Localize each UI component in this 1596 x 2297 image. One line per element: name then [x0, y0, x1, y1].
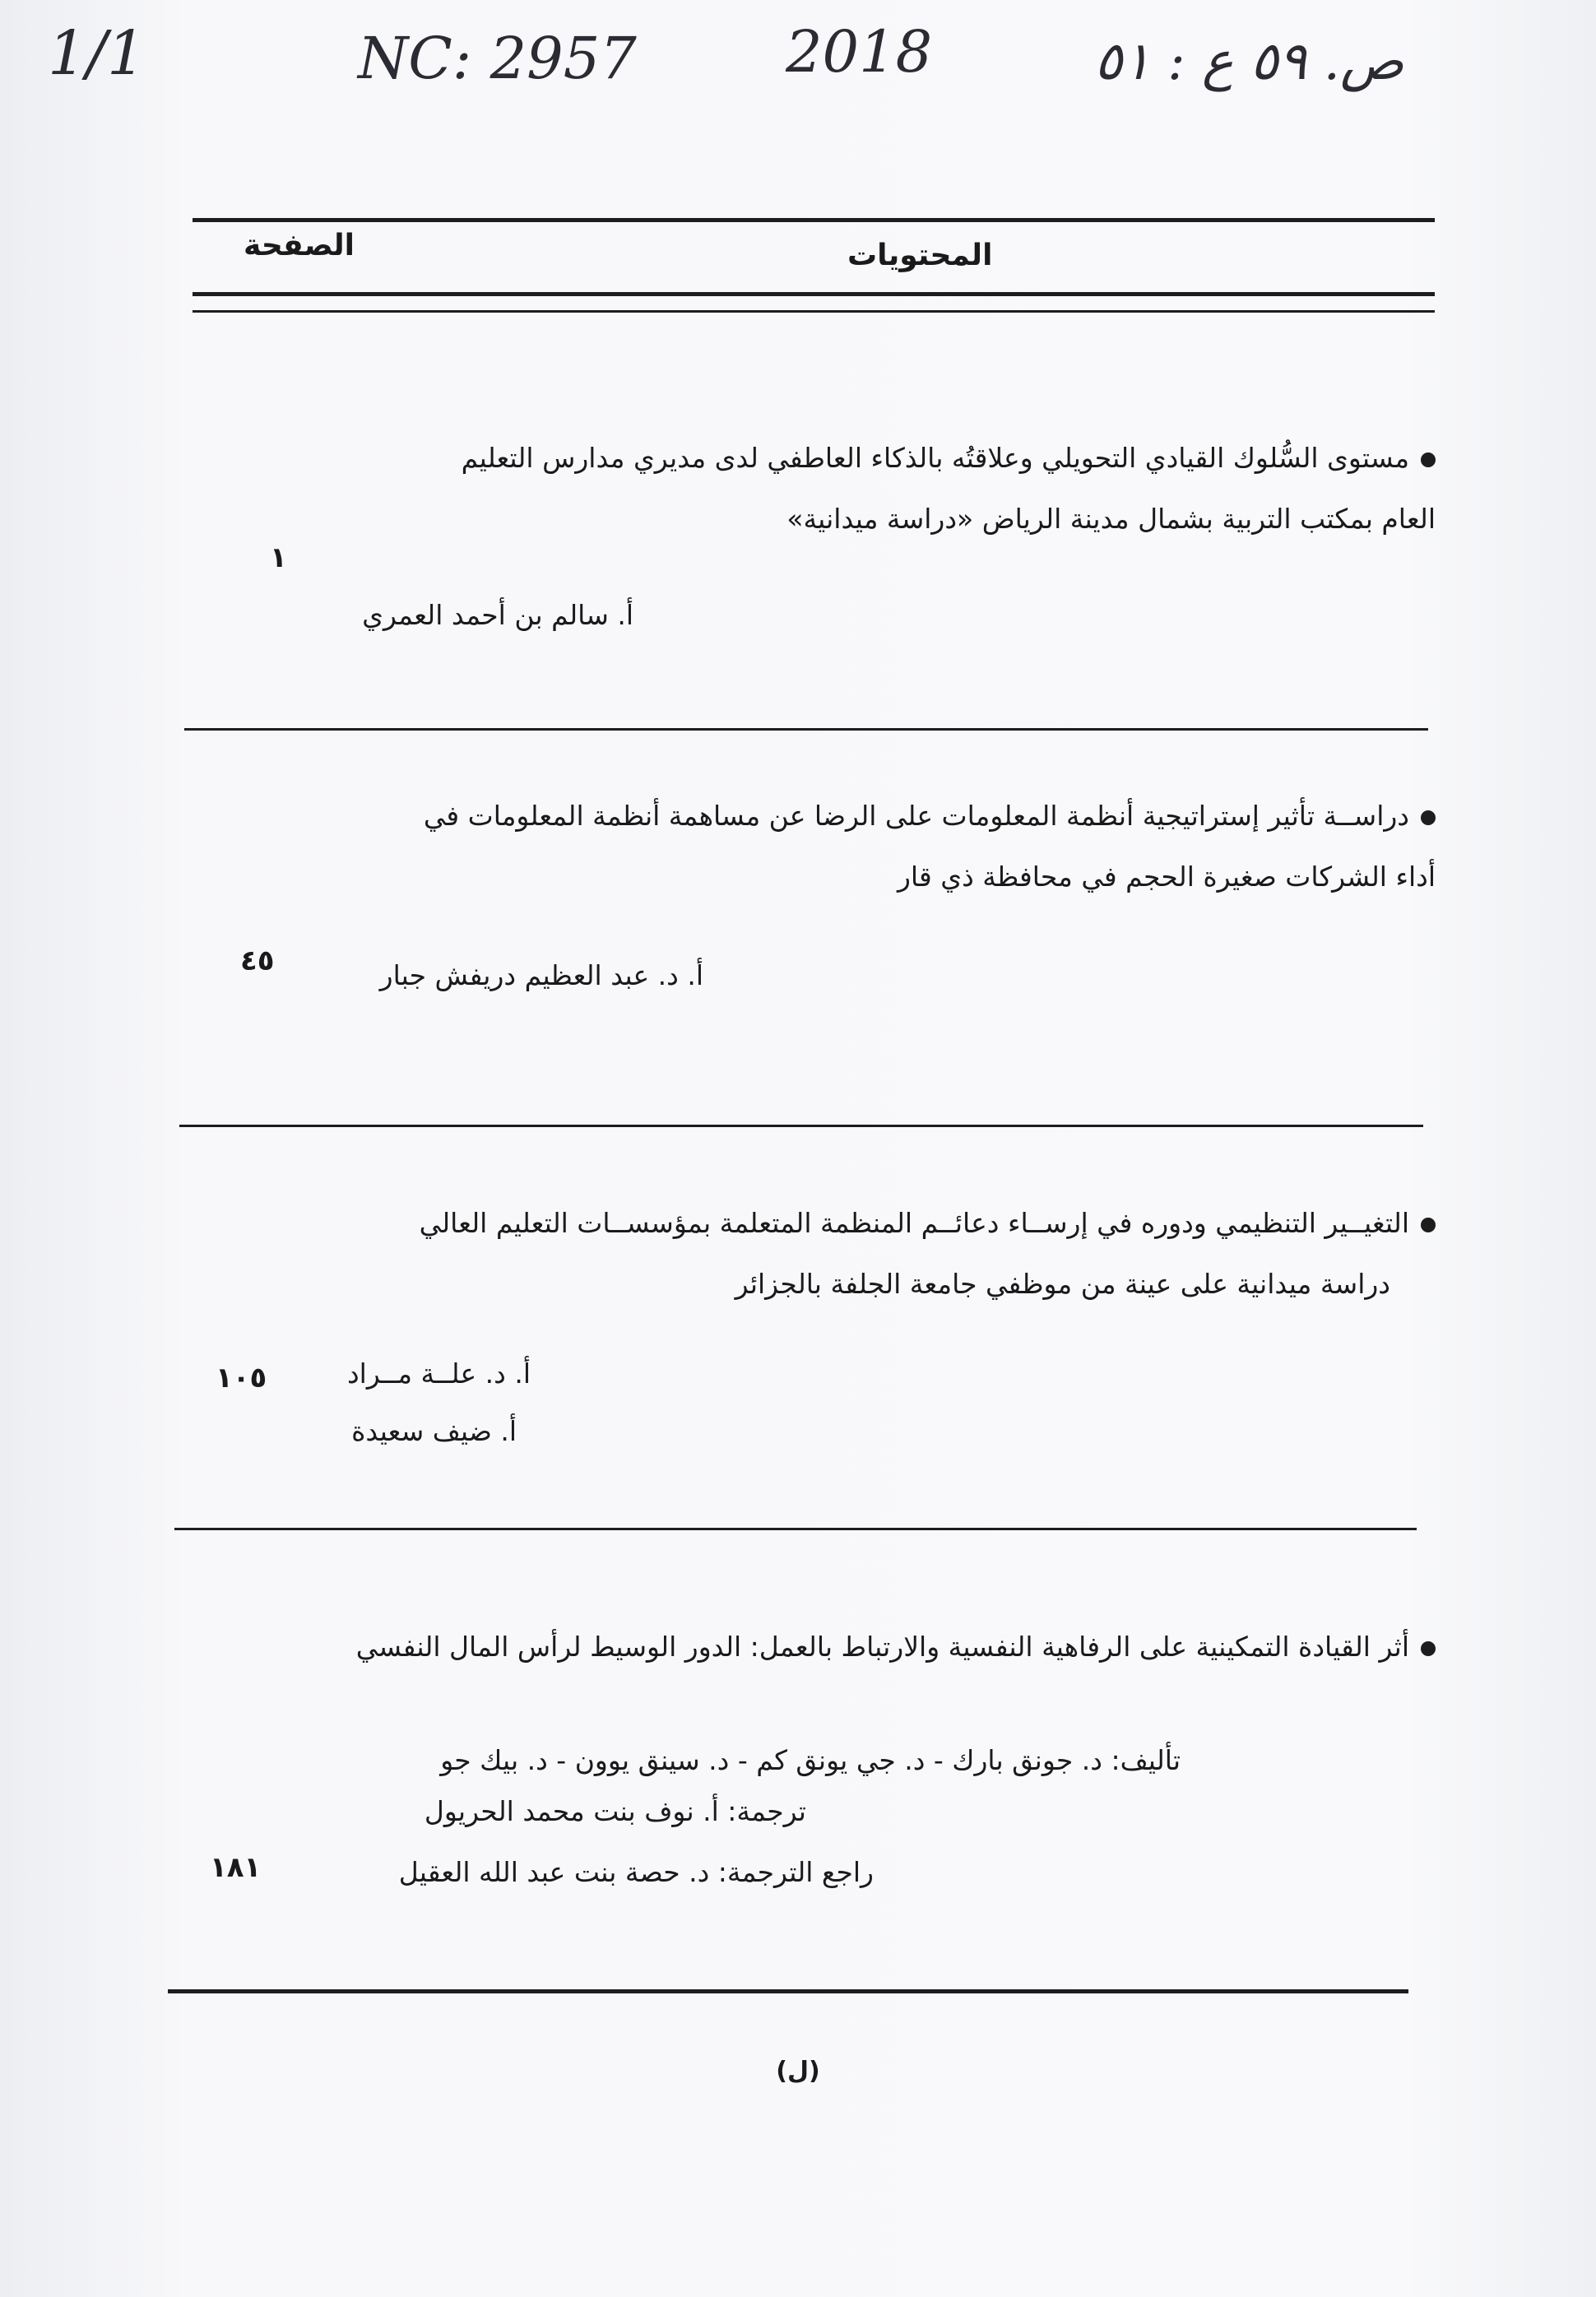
handwritten-arabic-note: ص. ٥٩ ع : ٥١: [1094, 31, 1404, 92]
entry-2-title-line-2: أداء الشركات صغيرة الحجم في محافظة ذي قار: [897, 861, 1436, 893]
toc-entry-2-title: [152, 786, 1436, 907]
bullet-icon: [1421, 452, 1436, 467]
bullet-icon: [1421, 810, 1436, 825]
header-bottom-rule: [193, 292, 1435, 296]
header-bottom-rule-2: [193, 310, 1435, 313]
entry-3-separator: [174, 1528, 1417, 1530]
entry-2-page-number: ٤٥: [240, 944, 275, 977]
entry-4-credit-authors: تأليف: د. جونق بارك - د. جي يونق كم - د. سينق يوون - د. بيك جو: [440, 1744, 1181, 1776]
bullet-icon: [1421, 1641, 1436, 1656]
contents-heading: المحتويات: [847, 239, 993, 272]
bottom-rule: [168, 1989, 1408, 1993]
entry-3-author-1: أ. د. علــة مــراد: [346, 1357, 531, 1390]
page-column-heading: الصفحة: [244, 229, 355, 262]
entry-3-title-line-1: التغيــير التنظيمي ودوره في إرســاء دعائــم المنظمة المتعلمة بمؤسســات التعليم العالي: [419, 1207, 1409, 1239]
handwritten-year: 2018: [786, 18, 933, 86]
footer-page-marker: (ل): [776, 2057, 820, 2086]
entry-3-page-number: ١٠٥: [216, 1362, 267, 1394]
entry-3-title-line-2: دراسة ميدانية على عينة من موظفي جامعة الجلفة بالجزائر: [735, 1268, 1390, 1300]
entry-3-author-2: أ. ضيف سعيدة: [351, 1415, 517, 1447]
toc-entry-4-title: [152, 1617, 1436, 1678]
entry-2-separator: [179, 1125, 1423, 1127]
bullet-icon: [1421, 1218, 1436, 1232]
header-top-rule: [193, 218, 1435, 222]
entry-4-credit-reviewer: راجع الترجمة: د. حصة بنت عبد الله العقيل: [398, 1856, 874, 1888]
toc-entry-1-title: [152, 428, 1436, 550]
entry-4-title-line-1: أثر القيادة التمكينية على الرفاهية النفسية والارتباط بالعمل: الدور الوسيط لرأس المال النفسي: [355, 1631, 1409, 1663]
entry-1-author: أ. سالم بن أحمد العمري: [362, 599, 633, 631]
handwritten-ref-fraction: 1/1: [48, 18, 146, 89]
entry-4-credit-translator: ترجمة: أ. نوف بنت محمد الحريول: [424, 1795, 806, 1827]
entry-1-title-line-1: مستوى السُّلوك القيادي التحويلي وعلاقتُه بالذكاء العاطفي لدى مديري مدارس التعليم: [461, 442, 1409, 474]
toc-entry-3-title: [152, 1193, 1436, 1315]
entry-2-title-line-1: دراســة تأثير إستراتيجية أنظمة المعلومات على الرضا عن مساهمة أنظمة المعلومات في: [423, 800, 1409, 832]
entry-1-page-number: ١: [270, 541, 287, 574]
entry-1-separator: [184, 728, 1428, 731]
entry-1-title-line-2: العام بمكتب التربية بشمال مدينة الرياض «دراسة ميدانية»: [786, 503, 1436, 535]
entry-4-page-number: ١٨١: [210, 1851, 262, 1884]
entry-2-author: أ. د. عبد العظيم دريفش جبار: [379, 959, 703, 991]
handwritten-code: NC: 2957: [358, 25, 637, 92]
